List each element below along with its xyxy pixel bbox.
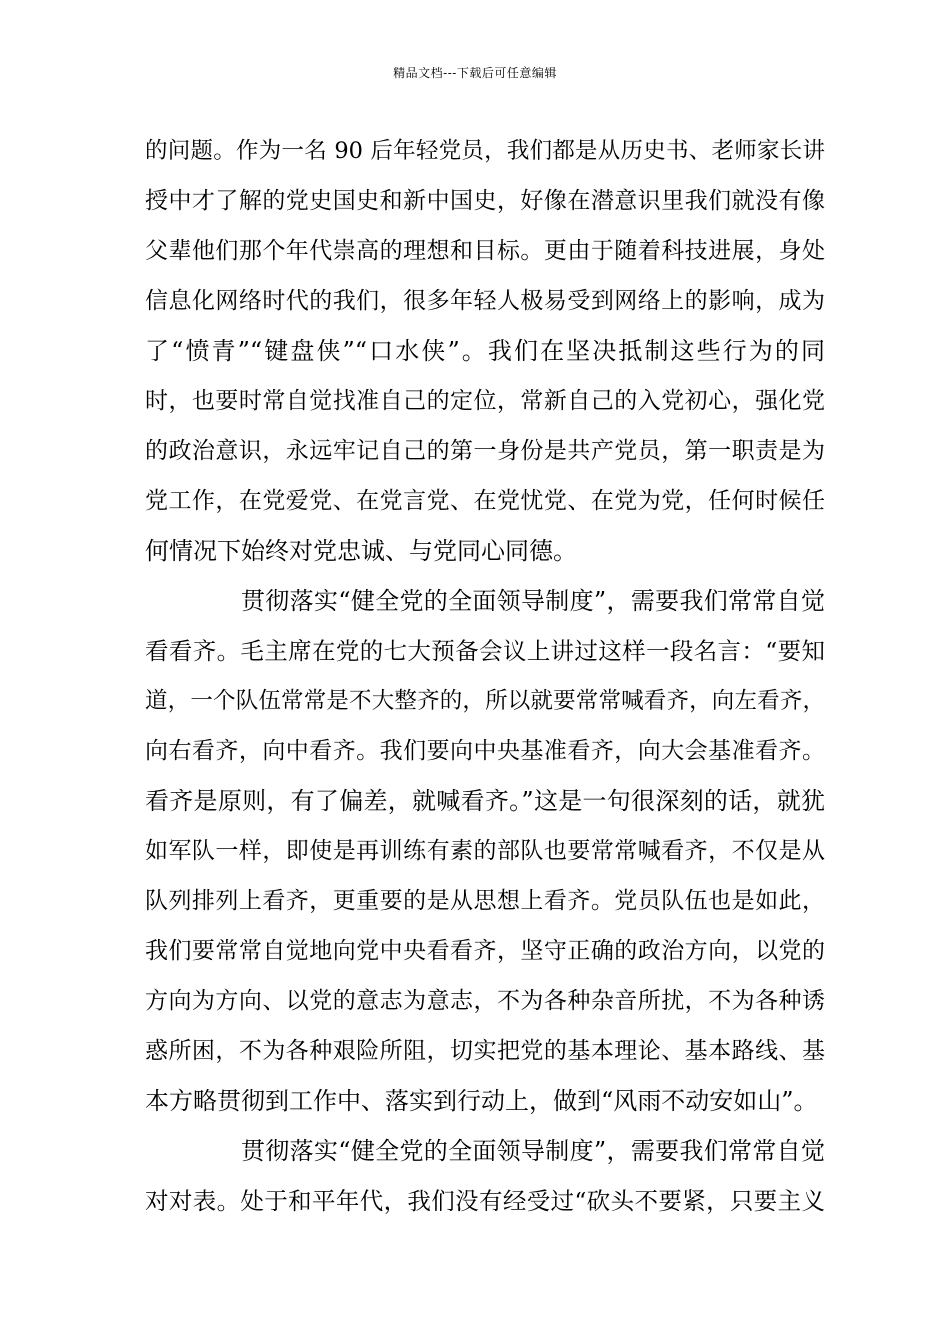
text-line: 如军队一样，即使是再训练有素的部队也要常常喊看齐，不仅是从 [145, 838, 825, 864]
text-line: 贯彻落实“健全党的全面领导制度”，需要我们常常自觉 [241, 587, 825, 615]
page-header: 精品文档---下载后可任意编辑 [393, 66, 557, 80]
text-line: 惑所困，不为各种艰险所阻，切实把党的基本理论、基本路线、基 [145, 1038, 825, 1064]
text-line: 了“愤青”“键盘侠”“口水侠”。我们在坚决抵制这些行为的同 [145, 337, 825, 365]
text-line: 党工作，在党爱党、在党言党、在党忧党、在党为党，任何时候任 [145, 488, 825, 514]
text-line: 我们要常常自觉地向党中央看看齐，坚守正确的政治方向，以党的 [145, 938, 825, 964]
text-line: 看看齐。毛主席在党的七大预备会议上讲过这样一段名言：“要知 [145, 637, 825, 665]
text-line: 何情况下始终对党忠诚、与党同心同德。 [145, 537, 577, 565]
text-line: 的问题。作为一名 90 后年轻党员，我们都是从历史书、老师家长讲 [145, 138, 825, 164]
paragraph [145, 576, 825, 1126]
text-line: 队列排列上看齐，更重要的是从思想上看齐。党员队伍也是如此， [145, 888, 825, 914]
text-line: 本方略贯彻到工作中、落实到行动上，做到“风雨不动安如山”。 [145, 1087, 818, 1115]
document-body [145, 126, 825, 1226]
text-line: 父辈他们那个年代崇高的理想和目标。更由于随着科技进展，身处 [145, 238, 825, 264]
text-line: 的政治意识，永远牢记自己的第一身份是共产党员，第一职责是为 [145, 438, 825, 464]
text-line: 对对表。处于和平年代，我们没有经受过“砍头不要紧，只要主义 [145, 1187, 825, 1215]
text-line: 向右看齐，向中看齐。我们要向中央基准看齐，向大会基准看齐。 [145, 738, 825, 764]
text-line: 方向为方向、以党的意志为意志，不为各种杂音所扰，不为各种诱 [145, 988, 825, 1014]
text-line: 授中才了解的党史国史和新中国史，好像在潜意识里我们就没有像 [145, 188, 825, 214]
paragraph [145, 126, 825, 576]
text-line: 贯彻落实“健全党的全面领导制度”，需要我们常常自觉 [241, 1137, 825, 1165]
text-line: 时，也要时常自觉找准自己的定位，常新自己的入党初心，强化党 [145, 388, 825, 414]
text-line: 道，一个队伍常常是不大整齐的，所以就要常常喊看齐，向左看齐， [145, 688, 825, 714]
text-line: 信息化网络时代的我们，很多年轻人极易受到网络上的影响，成为 [145, 288, 825, 314]
text-line: 看齐是原则，有了偏差，就喊看齐。”这是一句很深刻的话，就犹 [145, 787, 825, 815]
paragraph [145, 1126, 825, 1226]
